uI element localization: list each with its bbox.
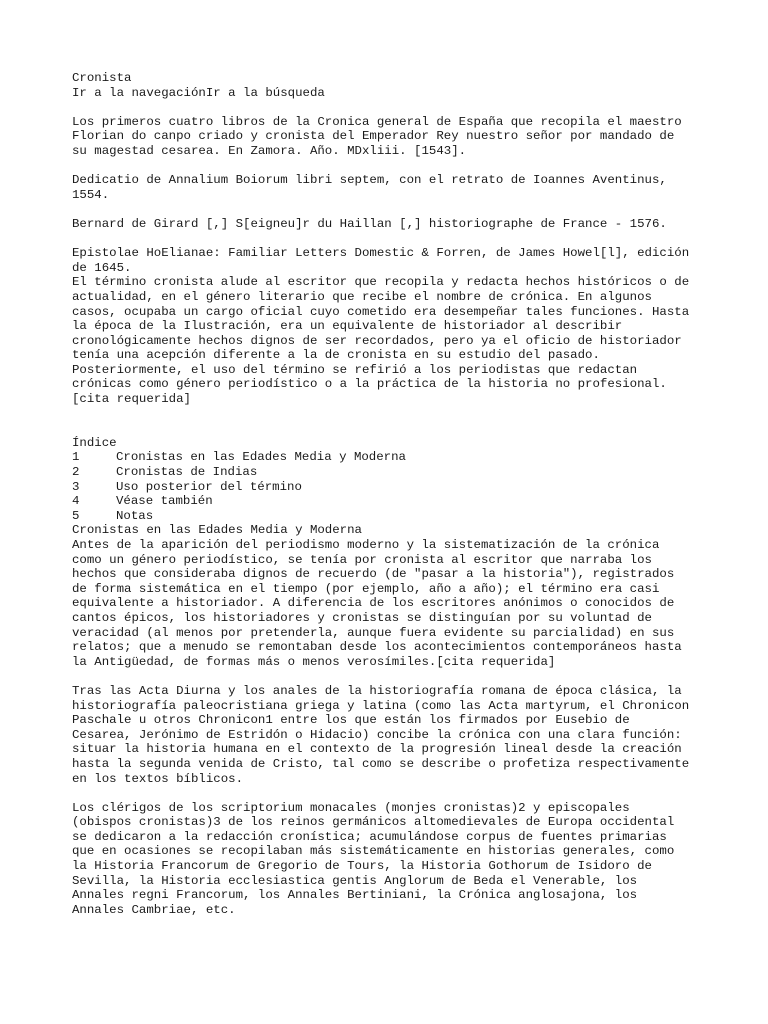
toc-item-label[interactable]: Véase también — [116, 494, 213, 509]
toc-heading: Índice — [72, 435, 117, 450]
intro-paragraph: El término cronista alude al escritor que recopila y redacta hechos históricos o de actualidad, en el género literario que recibe el nombre de crónica. En algunos casos, ocupaba un cargo oficial cuyo cometido era desempeñar tales funciones. Hasta la época de la Ilustración, era un equivalente de historiador al describir cronológicamente hechos dignos de ser recordados, pero ya el oficio de historiador tenía una acepción diferente a la de cronista en su estudio del pasado. Posteriormente, el uso del término se refirió a los periodistas que redactan crónicas como género periodístico o a la práctica de la historia no profesional. [cita requerida] — [72, 275, 690, 407]
toc-item-number: 2 — [72, 465, 80, 480]
toc-item-label[interactable]: Uso posterior del término — [116, 479, 302, 494]
toc-item-number: 1 — [72, 450, 80, 465]
toc-item[interactable] — [72, 494, 712, 509]
image-caption: Los primeros cuatro libros de la Cronica general de España que recopila el maestro Florian do canpo criado y cronista del Emperador Rey nuestro señor por mandado de su magestad cesarea. En Zamora. Año. MDxliii. [1543]. — [72, 114, 682, 158]
page-title: Cronista — [72, 71, 132, 85]
toc-item-label[interactable]: Cronistas en las Edades Media y Moderna — [116, 450, 406, 465]
section-heading: Cronistas en las Edades Media y Moderna — [72, 523, 362, 538]
section-paragraph: Tras las Acta Diurna y los anales de la historiografía romana de época clásica, la historiografía paleocristiana griega y latina (como las Acta martyrum, el Chronicon Paschale u otros Chronicon1 entre los que están los firmados por Eusebio de Cesarea, Jerónimo de Estridón o Hidacio) concibe la crónica con una clara función: situar la historia humana en el contexto de la progresión lineal desde la creación hasta la segunda venida de Cristo, tal como se describe o profetiza respectivamente en los textos bíblicos. — [72, 683, 690, 786]
toc-item-number: 3 — [72, 479, 80, 494]
document-body — [72, 71, 712, 917]
toc-item-number: 4 — [72, 494, 80, 509]
image-caption: Dedicatio de Annalium Boiorum libri septem, con el retrato de Ioannes Aventinus, 1554. — [72, 173, 667, 202]
section-paragraph: Antes de la aparición del periodismo moderno y la sistematización de la crónica como un género periodístico, se tenía por cronista al escritor que narraba los hechos que consideraba dignos de recuerdo (de "pasar a la historia"), registrados de forma sistemática en el tiempo (por ejemplo, año a año); el término era casi equivalente a historiador. A diferencia de los escritores anónimos o conocidos de cantos épicos, los historiadores y cronistas se distinguían por su voluntad de veracidad (al menos por pretenderla, aunque fuera evidente su parcialidad) en sus relatos; que a menudo se remontaban desde los acontecimientos contemporáneos hasta la Antigüedad, de formas más o menos verosímiles.[cita requerida] — [72, 538, 682, 669]
toc-item[interactable] — [72, 480, 712, 495]
toc-item[interactable] — [72, 465, 712, 480]
image-caption: Bernard de Girard [,] S[eigneu]r du Haillan [,] historiographe de France - 1576. — [72, 216, 667, 231]
image-caption: Epistolae HoElianae: Familiar Letters Domestic & Forren, de James Howel[l], edición de 1645. — [72, 246, 690, 275]
toc-item[interactable] — [72, 509, 712, 524]
section-paragraph: Los clérigos de los scriptorium monacales (monjes cronistas)2 y episcopales (obispos cronistas)3 de los reinos germánicos altomedievales de Europa occidental se dedicaron a la redacción cronística; acumulándose corpus de fuentes primarias que en ocasiones se recopilaban más sistemáticamente en historias generales, como la Historia Francorum de Gregorio de Tours, la Historia Gothorum de Isidoro de Sevilla, la Historia ecclesiastica gentis Anglorum de Beda el Venerable, los Annales regni Francorum, los Annales Bertiniani, la Crónica anglosajona, los Annales Cambriae, etc. — [72, 800, 675, 917]
navigation-links[interactable]: Ir a la navegaciónIr a la búsqueda — [72, 85, 325, 100]
toc-item-label[interactable]: Notas — [116, 508, 154, 523]
toc-item-number: 5 — [72, 508, 80, 523]
toc-item-label[interactable]: Cronistas de Indias — [116, 465, 258, 480]
table-of-contents — [72, 436, 712, 524]
toc-item[interactable] — [72, 450, 712, 465]
